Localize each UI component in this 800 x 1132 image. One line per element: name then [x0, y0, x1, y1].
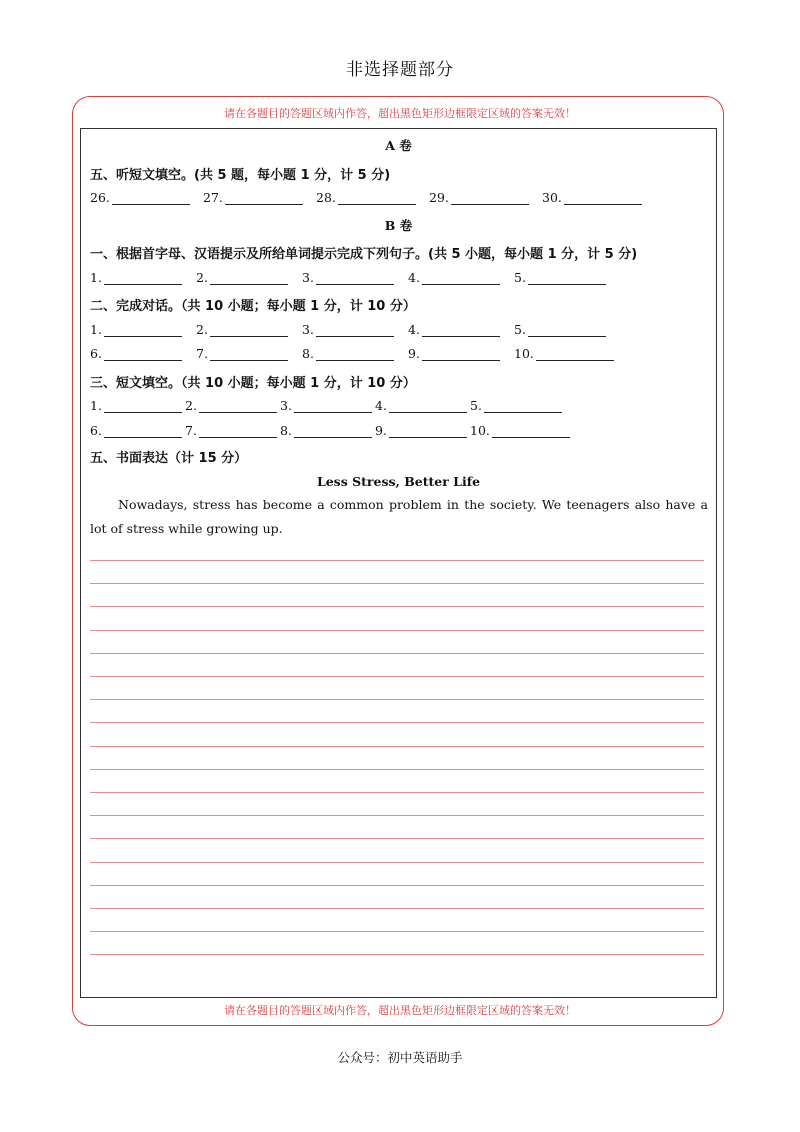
writing-line[interactable] — [90, 931, 704, 932]
warning-bottom: 请在各题目的答题区域内作答，超出黑色矩形边框限定区域的答案无效！ — [224, 1004, 576, 1017]
section-b-part2-row2 — [90, 346, 620, 361]
answer-line[interactable] — [492, 425, 570, 438]
answer-line[interactable] — [104, 272, 182, 285]
writing-line[interactable] — [90, 630, 704, 631]
blank-item[interactable]: 2. — [196, 270, 302, 285]
blank-item[interactable]: 5. — [514, 322, 620, 337]
blank-item[interactable]: 1. — [90, 270, 196, 285]
writing-line[interactable] — [90, 885, 704, 886]
answer-line[interactable] — [528, 324, 606, 337]
writing-line[interactable] — [90, 862, 704, 863]
answer-line[interactable] — [564, 192, 642, 205]
section-a-part5-title: 五、听短文填空。(共 5 题，每小题 1 分，计 5 分) — [90, 168, 391, 183]
answer-line[interactable] — [104, 348, 182, 361]
writing-line[interactable] — [90, 746, 704, 747]
blank-item[interactable]: 3. — [302, 270, 408, 285]
blank-item[interactable]: 29. — [429, 190, 542, 205]
writing-line[interactable] — [90, 699, 704, 700]
blank-item[interactable]: 7. — [196, 346, 302, 361]
section-b-part1-blanks — [90, 270, 620, 285]
answer-line[interactable] — [484, 400, 562, 413]
writing-line[interactable] — [90, 653, 704, 654]
blank-item[interactable]: 6. — [90, 423, 185, 438]
blank-item[interactable]: 1. — [90, 398, 185, 413]
answer-line[interactable] — [422, 272, 500, 285]
blank-item[interactable]: 3. — [302, 322, 408, 337]
blank-item[interactable]: 2. — [196, 322, 302, 337]
answer-line[interactable] — [422, 324, 500, 337]
blank-item[interactable]: 10. — [470, 423, 575, 438]
blank-item[interactable]: 2. — [185, 398, 280, 413]
page-title: 非选择题部分 — [346, 60, 454, 80]
section-b-part3-title: 三、短文填空。（共 10 小题；每小题 1 分，计 10 分） — [90, 376, 416, 391]
blank-item[interactable]: 10. — [514, 346, 620, 361]
section-a-blanks — [90, 190, 655, 205]
writing-line[interactable] — [90, 560, 704, 561]
essay-prompt: Nowadays, stress has become a common problem in the society. We teenagers also have a lot of stress while growing up. — [90, 497, 708, 536]
writing-line[interactable] — [90, 606, 704, 607]
section-b-part2-row1 — [90, 322, 620, 337]
answer-line[interactable] — [199, 425, 277, 438]
answer-line[interactable] — [199, 400, 277, 413]
blank-item[interactable]: 4. — [408, 322, 514, 337]
blank-item[interactable]: 5. — [514, 270, 620, 285]
footer-credit: 公众号：初中英语助手 — [337, 1050, 463, 1065]
writing-line[interactable] — [90, 908, 704, 909]
blank-item[interactable]: 28. — [316, 190, 429, 205]
answer-line[interactable] — [338, 192, 416, 205]
answer-line[interactable] — [451, 192, 529, 205]
answer-line[interactable] — [316, 348, 394, 361]
writing-line[interactable] — [90, 583, 704, 584]
answer-line[interactable] — [389, 425, 467, 438]
answer-line[interactable] — [225, 192, 303, 205]
answer-line[interactable] — [210, 272, 288, 285]
answer-line[interactable] — [316, 272, 394, 285]
section-b-part3-row1 — [90, 398, 565, 413]
answer-line[interactable] — [316, 324, 394, 337]
blank-item[interactable]: 9. — [375, 423, 470, 438]
answer-line[interactable] — [294, 425, 372, 438]
writing-line[interactable] — [90, 676, 704, 677]
blank-item[interactable]: 8. — [302, 346, 408, 361]
answer-line[interactable] — [112, 192, 190, 205]
essay-title: Less Stress, Better Life — [316, 474, 481, 489]
blank-item[interactable]: 6. — [90, 346, 196, 361]
warning-top: 请在各题目的答题区域内作答，超出黑色矩形边框限定区域的答案无效！ — [224, 107, 576, 120]
answer-line[interactable] — [294, 400, 372, 413]
section-b-part5-title: 五、书面表达（计 15 分） — [90, 451, 248, 466]
blank-item[interactable]: 4. — [375, 398, 470, 413]
writing-line[interactable] — [90, 722, 704, 723]
blank-item[interactable]: 4. — [408, 270, 514, 285]
answer-line[interactable] — [210, 324, 288, 337]
blank-item[interactable]: 9. — [408, 346, 514, 361]
answer-line[interactable] — [536, 348, 614, 361]
blank-item[interactable]: 5. — [470, 398, 565, 413]
writing-line[interactable] — [90, 769, 704, 770]
answer-line[interactable] — [104, 324, 182, 337]
answer-line[interactable] — [104, 425, 182, 438]
answer-line[interactable] — [389, 400, 467, 413]
section-b-part2-title: 二、完成对话。（共 10 小题；每小题 1 分，计 10 分） — [90, 299, 416, 314]
answer-line[interactable] — [528, 272, 606, 285]
writing-line[interactable] — [90, 815, 704, 816]
blank-item[interactable]: 7. — [185, 423, 280, 438]
blank-item[interactable]: 3. — [280, 398, 375, 413]
blank-item[interactable]: 26. — [90, 190, 203, 205]
section-b-part1-title: 一、根据首字母、汉语提示及所给单词提示完成下列句子。(共 5 小题，每小题 1 分，计 5 分) — [90, 247, 638, 262]
section-b-heading: B 卷 — [384, 218, 413, 233]
blank-item[interactable]: 30. — [542, 190, 655, 205]
answer-line[interactable] — [422, 348, 500, 361]
blank-item[interactable]: 8. — [280, 423, 375, 438]
answer-line[interactable] — [210, 348, 288, 361]
answer-line[interactable] — [104, 400, 182, 413]
writing-line[interactable] — [90, 792, 704, 793]
section-b-part3-row2 — [90, 423, 575, 438]
section-a-heading: A 卷 — [385, 138, 412, 153]
writing-line[interactable] — [90, 838, 704, 839]
writing-line[interactable] — [90, 954, 704, 955]
blank-item[interactable]: 27. — [203, 190, 316, 205]
blank-item[interactable]: 1. — [90, 322, 196, 337]
